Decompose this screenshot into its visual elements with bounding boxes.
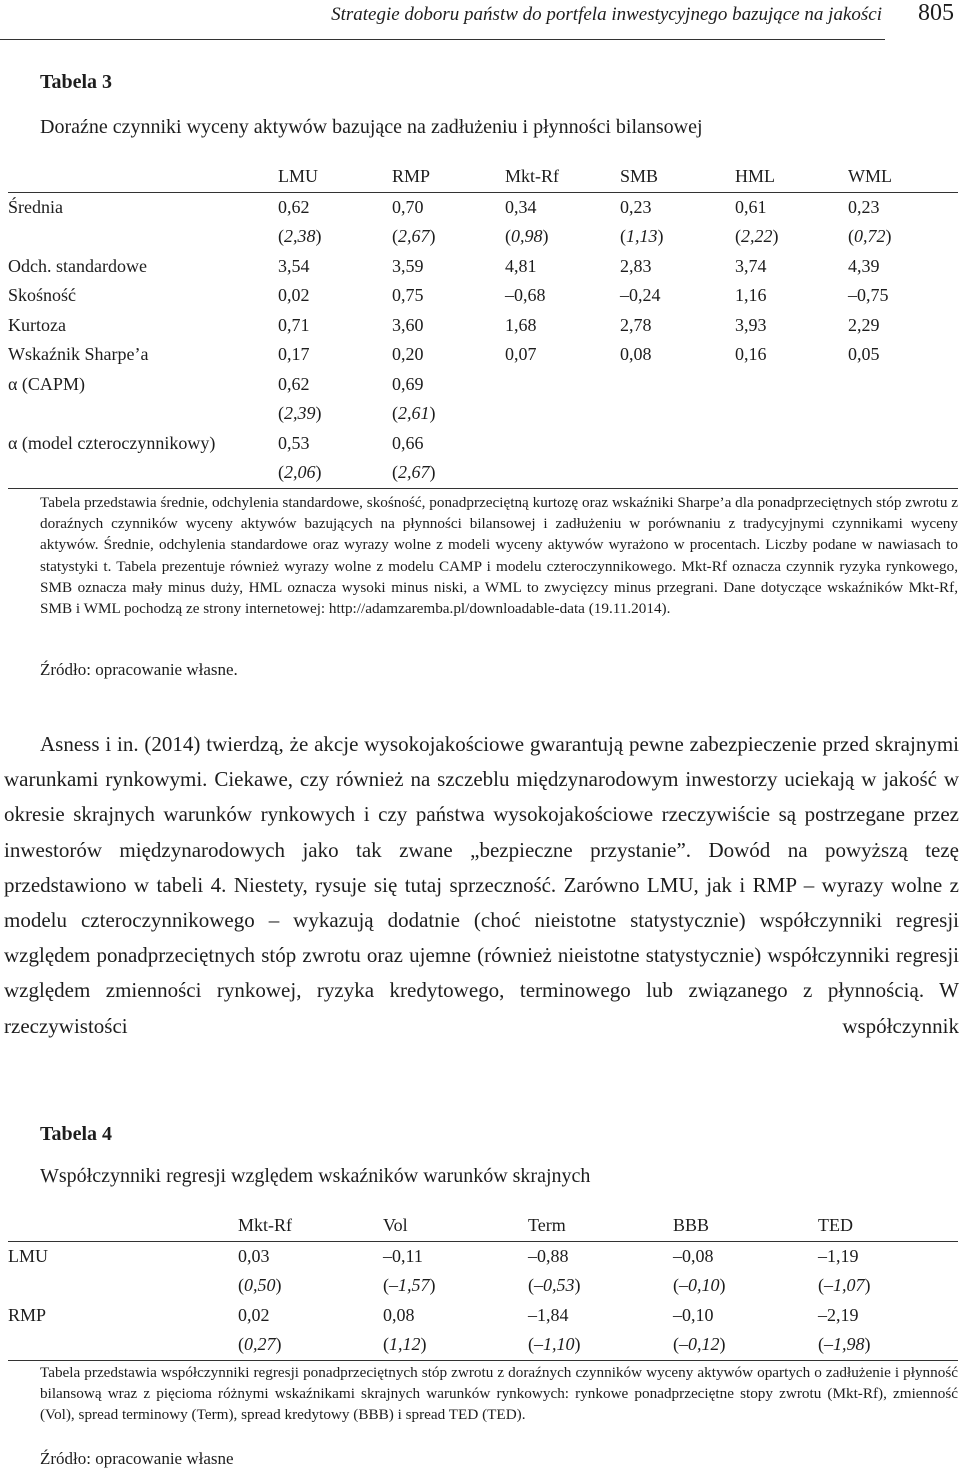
table3	[8, 162, 958, 489]
table-cell	[620, 429, 735, 459]
tstat-cell: (2,38)	[278, 226, 322, 247]
table-cell: 3,54	[278, 255, 310, 276]
tstat-cell	[505, 399, 620, 429]
tstat-value: 2,61	[398, 403, 430, 424]
tstat-cell: (–0,12)	[673, 1330, 818, 1360]
table-cell: –1,19	[818, 1241, 958, 1271]
table-row	[8, 192, 958, 222]
table-cell: 4,81	[505, 255, 537, 276]
tstat-row	[8, 1271, 958, 1301]
tstat-value: 0,27	[244, 1334, 276, 1355]
page-number: 805	[918, 0, 954, 26]
table-cell: 0,75	[392, 285, 424, 306]
table-cell: 3,93	[735, 314, 767, 335]
tstat-value: –0,53	[534, 1275, 575, 1296]
tstat-cell: (1,13)	[620, 226, 664, 247]
row-label: Odch. standardowe	[8, 255, 147, 276]
tstat-value: 2,67	[398, 226, 430, 247]
table-cell: 3,74	[735, 255, 767, 276]
table-cell: 0,16	[735, 344, 767, 365]
table-cell: 0,62	[278, 192, 392, 222]
column-header: RMP	[392, 162, 505, 192]
column-header: BBB	[673, 1211, 818, 1241]
table-cell: –0,68	[505, 285, 546, 306]
tstat-value: 1,12	[389, 1334, 421, 1355]
table-cell: –0,88	[528, 1241, 673, 1271]
table-cell: 0,08	[383, 1304, 415, 1325]
table-cell: 0,02	[238, 1304, 270, 1325]
tstat-cell	[735, 458, 848, 488]
table-cell: 0,07	[505, 344, 537, 365]
tstat-row	[8, 1330, 958, 1360]
tstat-value: 2,06	[284, 462, 316, 483]
tstat-cell: (1,12)	[383, 1330, 528, 1360]
row-label: Wskaźnik Sharpe’a	[8, 344, 149, 365]
table-cell: 0,20	[392, 344, 424, 365]
column-header: HML	[735, 162, 848, 192]
table-header-row	[8, 1211, 958, 1241]
tstat-cell: (2,61)	[392, 403, 436, 424]
table-cell: –0,10	[673, 1304, 714, 1325]
table4-note: Tabela przedstawia współczynniki regresji ponadprzeciętnych stóp zwrotu z doraźnych czynników wyceny aktywów opartych o zadłużenie i płynność bilansową wraz z pięcioma różnymi wskaźnikami skrajnych warunków rynkowych: rynkowe ponadprzeciętne stopy zwrotu (Mkt-Rf), zmienność (Vol), spread terminowy (Term), spread kredytowy (BBB) i spread TED (TED).	[40, 1364, 958, 1424]
table-row	[8, 1241, 958, 1271]
table-cell: 0,05	[848, 344, 880, 365]
table-cell: 4,39	[848, 255, 880, 276]
tstat-cell: (–1,07)	[818, 1275, 871, 1296]
table3-caption: Doraźne czynniki wyceny aktywów bazujące na zadłużeniu i płynności bilansowej	[40, 116, 703, 138]
tstat-value: 1,13	[626, 226, 658, 247]
tstat-value: –0,10	[679, 1275, 720, 1296]
header-rule	[0, 39, 885, 40]
tstat-value: 0,98	[511, 226, 543, 247]
tstat-cell: (2,22)	[735, 226, 779, 247]
table-cell: 3,59	[392, 255, 424, 276]
table-cell: 0,23	[848, 192, 958, 222]
row-label: RMP	[8, 1304, 47, 1325]
tstat-value: 2,38	[284, 226, 316, 247]
running-title: Strategie doboru państw do portfela inwestycyjnego bazujące na jakości	[331, 4, 882, 25]
column-header: Mkt-Rf	[505, 162, 620, 192]
column-header: TED	[818, 1211, 958, 1241]
tstat-cell: (0,98)	[505, 226, 549, 247]
table-cell: –0,08	[673, 1241, 818, 1271]
tstat-cell	[735, 399, 848, 429]
table4	[8, 1211, 958, 1361]
table-row	[8, 429, 958, 459]
tstat-value: –1,98	[824, 1334, 865, 1355]
column-header: SMB	[620, 162, 735, 192]
table-cell: –0,11	[383, 1241, 528, 1271]
tstat-cell: (–0,10)	[673, 1275, 726, 1296]
tstat-cell	[848, 458, 958, 488]
table-cell: 0,02	[278, 285, 310, 306]
tstat-cell	[620, 399, 735, 429]
table-cell: 0,70	[392, 192, 505, 222]
tstat-cell	[620, 458, 735, 488]
column-header: Term	[528, 1211, 673, 1241]
table-row	[8, 311, 958, 341]
running-header	[0, 0, 960, 40]
table-cell: 0,62	[278, 373, 310, 394]
tstat-value: 0,50	[244, 1275, 276, 1296]
table-row	[8, 1301, 958, 1331]
table-row	[8, 281, 958, 311]
body-paragraph: Asness i in. (2014) twierdzą, że akcje wysokojakościowe gwarantują pewne zabezpieczenie przed skrajnymi warunkami rynkowymi. Ciekawe, czy również na szczeblu międzynarodowym inwestorzy uciekają w jakość w okresie skrajnych warunków rynkowych i czy państwa wysokojakościowe rzeczywiście są postrzegane przez inwestorów międzynarodowych jako tak zwane „bezpieczne przystanie”. Dowód na powyższą tezę przedstawiono w tabeli 4. Niestety, rysuje się tutaj sprzeczność. Zarówno LMU, jak i RMP – wyrazy wolne z modelu czteroczynnikowego – wykazują dodatnie (choć nieistotne statystycznie) współczynniki regresji względem ponadprzeciętnych stóp zwrotu oraz ujemne (również nieistotne statystycznie) współczynniki regresji względem zmienności rynkowej, ryzyka kredytowego, terminowego lub związanego z płynnością. W rzeczywistości współczynnik	[4, 732, 959, 1038]
tstat-cell: (–1,10)	[528, 1330, 673, 1360]
column-header	[8, 162, 278, 192]
table3-note: Tabela przedstawia średnie, odchylenia standardowe, skośność, ponadprzeciętną kurtozę oraz wskaźniki Sharpe’a dla ponadprzeciętnych stóp zwrotu z doraźnych czynników wyceny aktywów bazujących na płynności bilansowej i zadłużeniu w porównaniu z tradycyjnymi czynnikami wyceny aktywów. Średnie, odchylenia standardowe oraz wyrazy wolne z modeli wyceny aktywów wyrażono w procentach. Liczby podane w nawiasach to statystyki t. Tabela prezentuje również wyrazy wolne z modelu CAMP i modelu czteroczynnikowego. Mkt-Rf oznacza czynnik ryzyka rynkowego, SMB oznacza mały minus duży, HML oznacza wysoki minus niski, a WML to zwycięzcy minus przegrani. Dane dotyczące wskaźników Mkt-Rf, SMB i WML pochodzą ze strony internetowej: http://adamzaremba.pl/downloadable-data (19.11.2014).	[40, 494, 958, 618]
column-header: Mkt-Rf	[238, 1211, 383, 1241]
tstat-value: 2,67	[398, 462, 430, 483]
table-cell	[735, 370, 848, 400]
table-cell: 0,34	[505, 192, 620, 222]
column-header: WML	[848, 162, 958, 192]
column-header: LMU	[278, 162, 392, 192]
tstat-cell: (–1,57)	[383, 1275, 436, 1296]
table-cell: 1,16	[735, 285, 767, 306]
table-cell: –2,19	[818, 1304, 859, 1325]
table-header-row	[8, 162, 958, 192]
table-row	[8, 370, 958, 400]
tstat-value: 2,39	[284, 403, 316, 424]
tstat-value: 2,22	[741, 226, 773, 247]
table-cell	[505, 370, 620, 400]
table-cell	[735, 429, 848, 459]
tstat-cell: (0,50)	[238, 1275, 282, 1296]
tstat-row	[8, 458, 958, 488]
tstat-row	[8, 399, 958, 429]
table-cell: –1,84	[528, 1304, 569, 1325]
tstat-cell: (0,72)	[848, 226, 892, 247]
table-cell: 1,68	[505, 314, 537, 335]
column-header	[8, 1211, 238, 1241]
tstat-value: –1,57	[389, 1275, 430, 1296]
row-label: Średnia	[8, 192, 278, 222]
tstat-cell: (–0,53)	[528, 1275, 581, 1296]
table-cell: –0,24	[620, 285, 661, 306]
table-cell: 0,03	[238, 1241, 383, 1271]
tstat-cell: (2,06)	[278, 458, 392, 488]
table-cell	[848, 370, 958, 400]
table-cell: 0,53	[278, 432, 310, 453]
table-row	[8, 340, 958, 370]
row-label: Skośność	[8, 285, 77, 306]
table-cell	[620, 370, 735, 400]
table-cell: 0,61	[735, 192, 848, 222]
table-cell: 3,60	[392, 314, 424, 335]
table3-source: Źródło: opracowanie własne.	[40, 660, 238, 679]
tstat-cell: (0,27)	[238, 1330, 383, 1360]
tstat-value: –0,12	[679, 1334, 720, 1355]
row-label: Kurtoza	[8, 314, 66, 335]
table-cell: 0,08	[620, 344, 652, 365]
tstat-cell: (2,67)	[392, 226, 436, 247]
table4-label: Tabela 4	[40, 1123, 113, 1145]
table4-caption: Współczynniki regresji względem wskaźników warunków skrajnych	[40, 1165, 591, 1187]
tstat-cell	[848, 399, 958, 429]
table-cell: 2,83	[620, 255, 652, 276]
tstat-row	[8, 222, 958, 252]
table-cell: 2,29	[848, 314, 880, 335]
tstat-value: –1,07	[824, 1275, 865, 1296]
table4-source: Źródło: opracowanie własne	[40, 1449, 234, 1468]
tstat-value: –1,10	[534, 1334, 575, 1355]
tstat-cell	[505, 458, 620, 488]
table-cell: 0,71	[278, 314, 310, 335]
table-cell: 0,69	[392, 373, 424, 394]
row-label: α (CAPM)	[8, 373, 85, 394]
table-row	[8, 252, 958, 282]
table-cell: –0,75	[848, 285, 889, 306]
table-cell	[505, 429, 620, 459]
column-header: Vol	[383, 1211, 528, 1241]
tstat-value: 0,72	[854, 226, 886, 247]
table-cell: 0,23	[620, 192, 735, 222]
row-label: LMU	[8, 1241, 238, 1271]
table3-label: Tabela 3	[40, 71, 113, 93]
row-label: α (model czteroczynnikowy)	[8, 432, 216, 453]
tstat-cell: (2,39)	[278, 403, 322, 424]
table-cell: 2,78	[620, 314, 652, 335]
table-cell	[848, 429, 958, 459]
table-cell: 0,66	[392, 432, 424, 453]
tstat-cell: (–1,98)	[818, 1330, 958, 1360]
table-cell: 0,17	[278, 344, 310, 365]
tstat-cell: (2,67)	[392, 458, 505, 488]
